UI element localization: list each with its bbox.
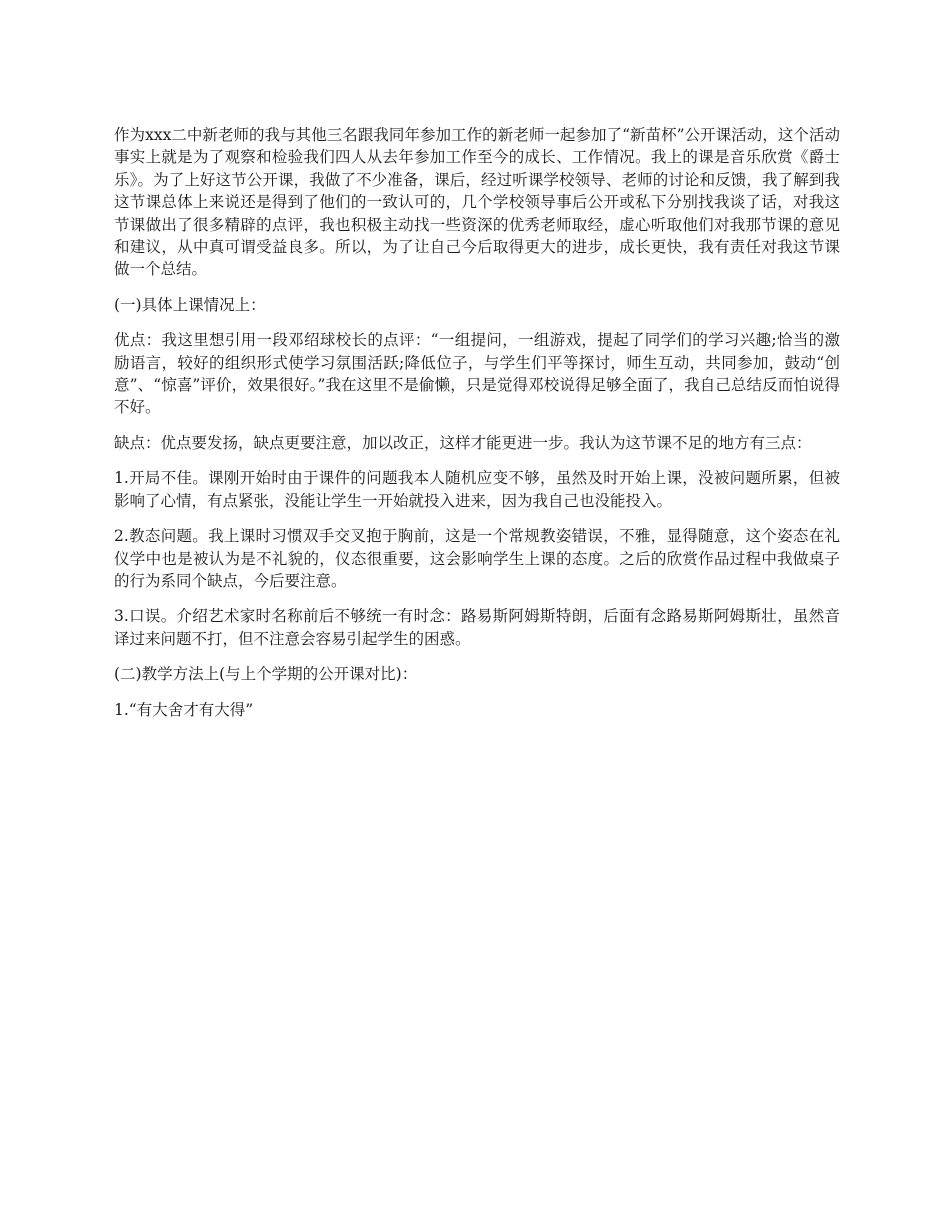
weakness-item-1: 1.开局不佳。课刚开始时由于课件的问题我本人随机应变不够，虽然及时开始上课，没被问题所累，但被影响了心情，有点紧张，没能让学生一开始就投入进来，因为我自己也没能投入。 xyxy=(114,469,840,510)
section-heading-teaching-methods: (二)教学方法上(与上个学期的公开课对比)： xyxy=(114,665,418,684)
method-item-1: 1.“有大舍才有大得” xyxy=(114,700,254,719)
intro-paragraph: 作为xxx二中新老师的我与其他三名跟我同年参加工作的新老师一起参加了“新苗杯”公开课活动，这个活动事实上就是为了观察和检验我们四人从去年参加工作至今的成长、工作情况。我上的课是音乐欣赏《爵士乐》。为了上好这节公开课，我做了不少准备，课后，经过听课学校领导、老师的讨论和反馈，我了解到我这节课总体上来说还是得到了他们的一致认可的，几个学校领导事后公开或私下分别找我谈了话，对我这节课做出了很多精辟的点评，我也积极主动找一些资深的优秀老师取经，虚心听取他们对我那节课的意见和建议，从中真可谓受益良多。所以，为了让自己今后取得更大的进步，成长更快，我有责任对我这节课做一个总结。 xyxy=(114,126,840,279)
section-heading-class-situation: (一)具体上课情况上： xyxy=(114,295,266,314)
strengths-paragraph: 优点：我这里想引用一段邓绍球校长的点评：“一组提问，一组游戏，提起了同学们的学习兴趣;恰当的激励语言，较好的组织形式使学习氛围活跃;降低位子，与学生们平等探讨，师生互动，共同参加，鼓动“创意”、“惊喜”评价，效果很好。”我在这里不是偷懒，只是觉得邓校说得足够全面了，我自己总结反而怕说得不好。 xyxy=(114,331,840,417)
weakness-item-3: 3.口误。介绍艺术家时名称前后不够统一有时念：路易斯阿姆斯特朗，后面有念路易斯阿姆斯壮，虽然音译过来问题不打，但不注意会容易引起学生的困惑。 xyxy=(114,607,840,648)
weakness-item-2: 2.教态问题。我上课时习惯双手交叉抱于胸前，这是一个常规教姿错误，不雅，显得随意，这个姿态在礼仪学中也是被认为是不礼貌的，仪态很重要，这会影响学生上课的态度。之后的欣赏作品过程中我做桌子的行为系同个缺点，今后要注意。 xyxy=(114,527,840,590)
weaknesses-paragraph: 缺点：优点要发扬，缺点更要注意，加以改正，这样才能更进一步。我认为这节课不足的地方有三点： xyxy=(114,433,812,452)
document-body xyxy=(114,124,840,734)
